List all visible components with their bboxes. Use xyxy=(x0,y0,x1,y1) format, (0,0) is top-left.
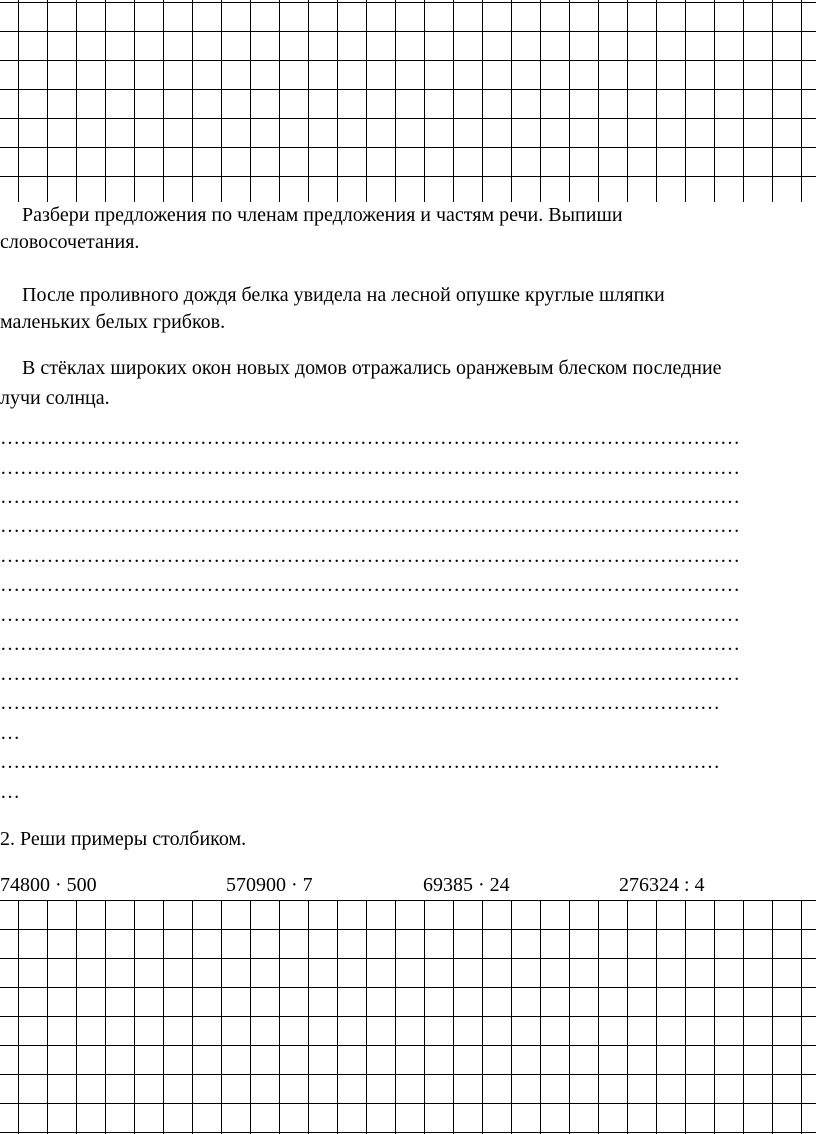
sentence1-line2: маленьких белых грибков. xyxy=(0,311,226,333)
task1-instruction-line2: словосочетания. xyxy=(0,231,140,253)
answer-line[interactable]: ………………………………………………………………………………………………… xyxy=(0,427,740,449)
example-4: 276324 : 4 xyxy=(619,874,705,896)
example-2: 570900 · 7 xyxy=(226,874,313,896)
sentence1-line1: После проливного дождя белка увидела на лесной опушке круглые шляпки xyxy=(22,284,665,306)
answer-line[interactable]: ………………………………………………………………………………………………… xyxy=(0,457,740,479)
answer-line[interactable]: ………………………………………………………………………………………………… xyxy=(0,486,740,508)
answer-line[interactable]: ……………………………………………………………………………………………… xyxy=(0,751,720,773)
answer-line[interactable]: ……………………………………………………………………………………………… xyxy=(0,692,720,714)
answer-line-ellipsis: … xyxy=(0,781,20,803)
answer-line-ellipsis: … xyxy=(0,722,20,744)
sentence2-line2: лучи солнца. xyxy=(0,387,110,409)
answer-line[interactable]: ………………………………………………………………………………………………… xyxy=(0,633,740,655)
answer-line[interactable]: ………………………………………………………………………………………………… xyxy=(0,515,740,537)
answer-line[interactable]: ………………………………………………………………………………………………… xyxy=(0,663,740,685)
task1-instruction-line1: Разбери предложения по членам предложения и частям речи. Выпиши xyxy=(22,204,623,226)
answer-line[interactable]: ………………………………………………………………………………………………… xyxy=(0,604,740,626)
example-1: 74800 · 500 xyxy=(0,874,97,896)
answer-line[interactable]: ………………………………………………………………………………………………… xyxy=(0,545,740,567)
top-grid xyxy=(0,0,816,202)
bottom-grid xyxy=(0,900,816,1134)
example-3: 69385 · 24 xyxy=(423,874,510,896)
answer-line[interactable]: ………………………………………………………………………………………………… xyxy=(0,574,740,596)
task2-title: 2. Реши примеры столбиком. xyxy=(0,828,247,850)
sentence2-line1: В стёклах широких окон новых домов отражались оранжевым блеском последние xyxy=(22,357,722,379)
